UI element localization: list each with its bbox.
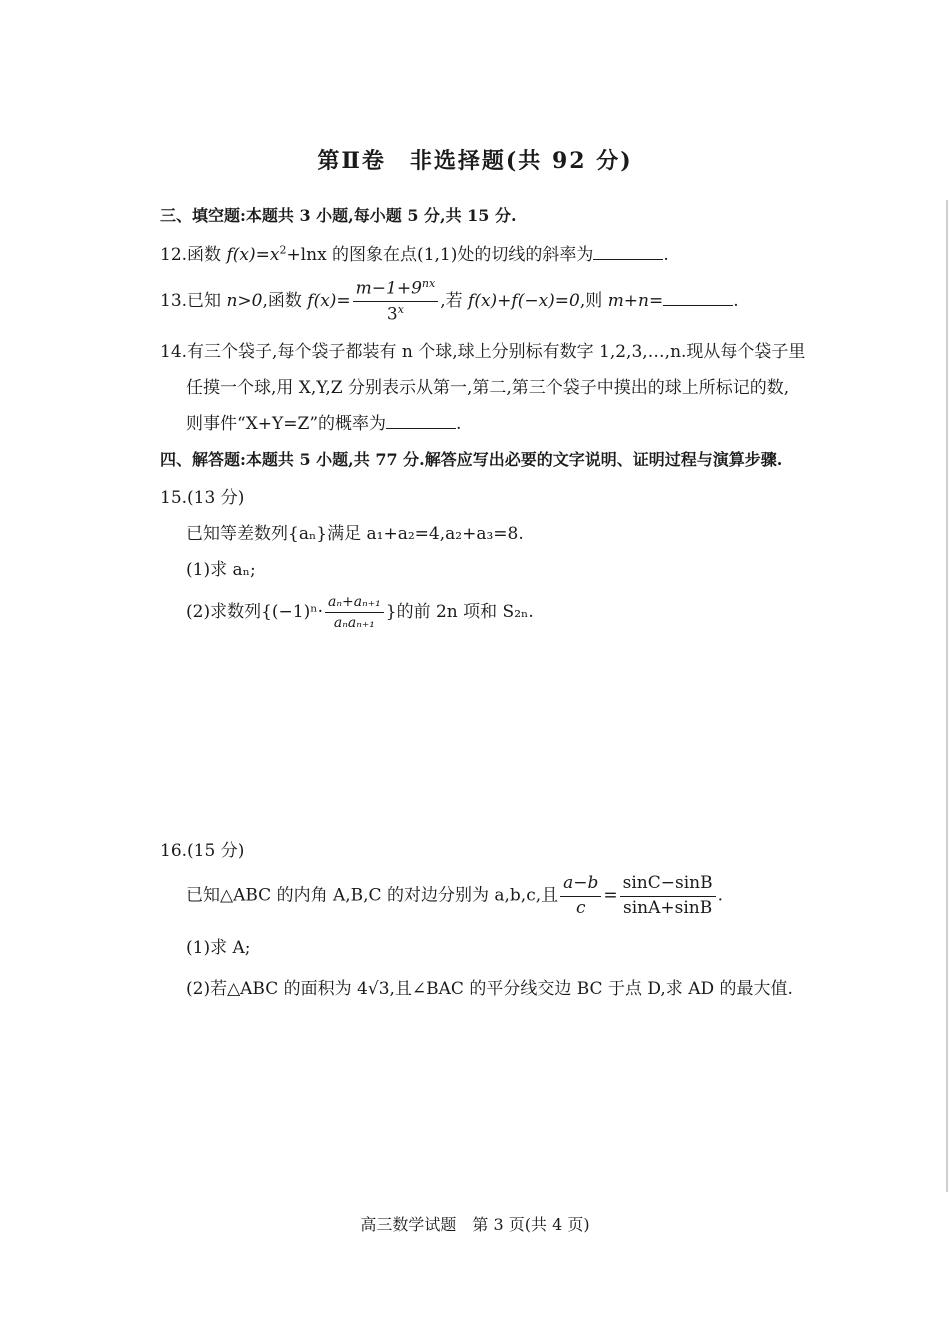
q15-p2-text-a: (2)求数列{(−1)ⁿ· (186, 602, 323, 623)
q13-ask: m+n= (607, 291, 664, 312)
q16-stem-end: . (717, 885, 724, 906)
q15-numerator: aₙ+aₙ₊₁ (325, 594, 384, 613)
q13-denominator-exp: x (397, 303, 404, 317)
question-15-heading: 15.(13 分) (160, 488, 245, 508)
q13-equation: f(x)+f(−x)=0 (468, 291, 580, 312)
q12-end: . (663, 245, 669, 265)
question-15-stem: 已知等差数列{aₙ}满足 a₁+a₂=4,a₂+a₃=8. (186, 524, 524, 544)
q13-fraction (353, 278, 439, 325)
q12-function: f(x)=x (226, 245, 280, 265)
q16-frac1-denominator: c (575, 897, 586, 918)
q14-end: . (456, 414, 462, 434)
question-13 (160, 278, 739, 325)
q15-denominator: aₙaₙ₊₁ (333, 615, 375, 632)
question-15-part-2 (186, 594, 534, 631)
question-12 (160, 240, 669, 265)
page-edge (946, 200, 948, 1192)
section-fill-in: 三、填空题:本题共 3 小题,每小题 5 分,共 15 分. (160, 206, 517, 225)
q13-text-d: ,则 (579, 291, 608, 312)
q13-function: f(x)= (307, 291, 351, 312)
q13-text-b: ,函数 (262, 291, 308, 312)
q16-equals: = (603, 885, 618, 906)
question-16-part-1: (1)求 A; (186, 938, 251, 958)
q13-text-a: 13.已知 (160, 291, 227, 312)
q14-answer-blank[interactable] (386, 414, 456, 429)
question-16-heading: 16.(15 分) (160, 841, 245, 861)
q13-denominator: 3 (386, 304, 398, 325)
q16-frac1-numerator: a−b (560, 874, 601, 897)
page-footer: 高三数学试题 第 3 页(共 4 页) (360, 1215, 590, 1234)
q14-text: 则事件“X+Y=Z”的概率为 (186, 414, 387, 434)
section-solutions: 四、解答题:本题共 5 小题,共 77 分.解答应写出必要的文字说明、证明过程与演算步骤. (160, 450, 783, 469)
question-16-stem (186, 874, 723, 918)
q16-fraction-2 (620, 874, 716, 918)
q12-text-a: 12.函数 (160, 245, 227, 265)
q16-frac2-numerator: sinC−sinB (620, 874, 716, 897)
part-title: 第Ⅱ卷 非选择题(共 92 分) (317, 148, 633, 174)
q12-exponent: 2 (279, 243, 287, 257)
q12-text-b: +lnx 的图象在点(1,1)处的切线的斜率为 (286, 245, 594, 265)
q16-frac2-denominator: sinA+sinB (623, 897, 713, 918)
question-15-part-1: (1)求 aₙ; (186, 560, 256, 580)
question-14-line-1: 14.有三个袋子,每个袋子都装有 n 个球,球上分别标有数字 1,2,3,…,n.现从每个袋子里 (160, 342, 806, 362)
q13-text-c: ,若 (440, 291, 469, 312)
q13-end: . (733, 291, 739, 312)
q15-p2-text-b: }的前 2n 项和 S₂ₙ. (385, 602, 534, 623)
q16-fraction-1 (560, 874, 601, 918)
q13-answer-blank[interactable] (663, 291, 733, 306)
question-14-line-2: 任摸一个球,用 X,Y,Z 分别表示从第一,第二,第三个袋子中摸出的球上所标记的数, (186, 378, 790, 398)
q13-condition: n>0 (226, 291, 263, 312)
question-14-line-3 (186, 409, 461, 434)
question-16-part-2: (2)若△ABC 的面积为 4√3,且∠BAC 的平分线交边 BC 于点 D,求 AD 的最大值. (186, 979, 793, 999)
q16-stem-text: 已知△ABC 的内角 A,B,C 的对边分别为 a,b,c,且 (186, 885, 559, 906)
q13-numerator: m−1+9 (355, 278, 422, 299)
q12-answer-blank[interactable] (593, 245, 663, 260)
q15-fraction (325, 594, 384, 631)
q13-numerator-exp: nx (421, 277, 436, 290)
